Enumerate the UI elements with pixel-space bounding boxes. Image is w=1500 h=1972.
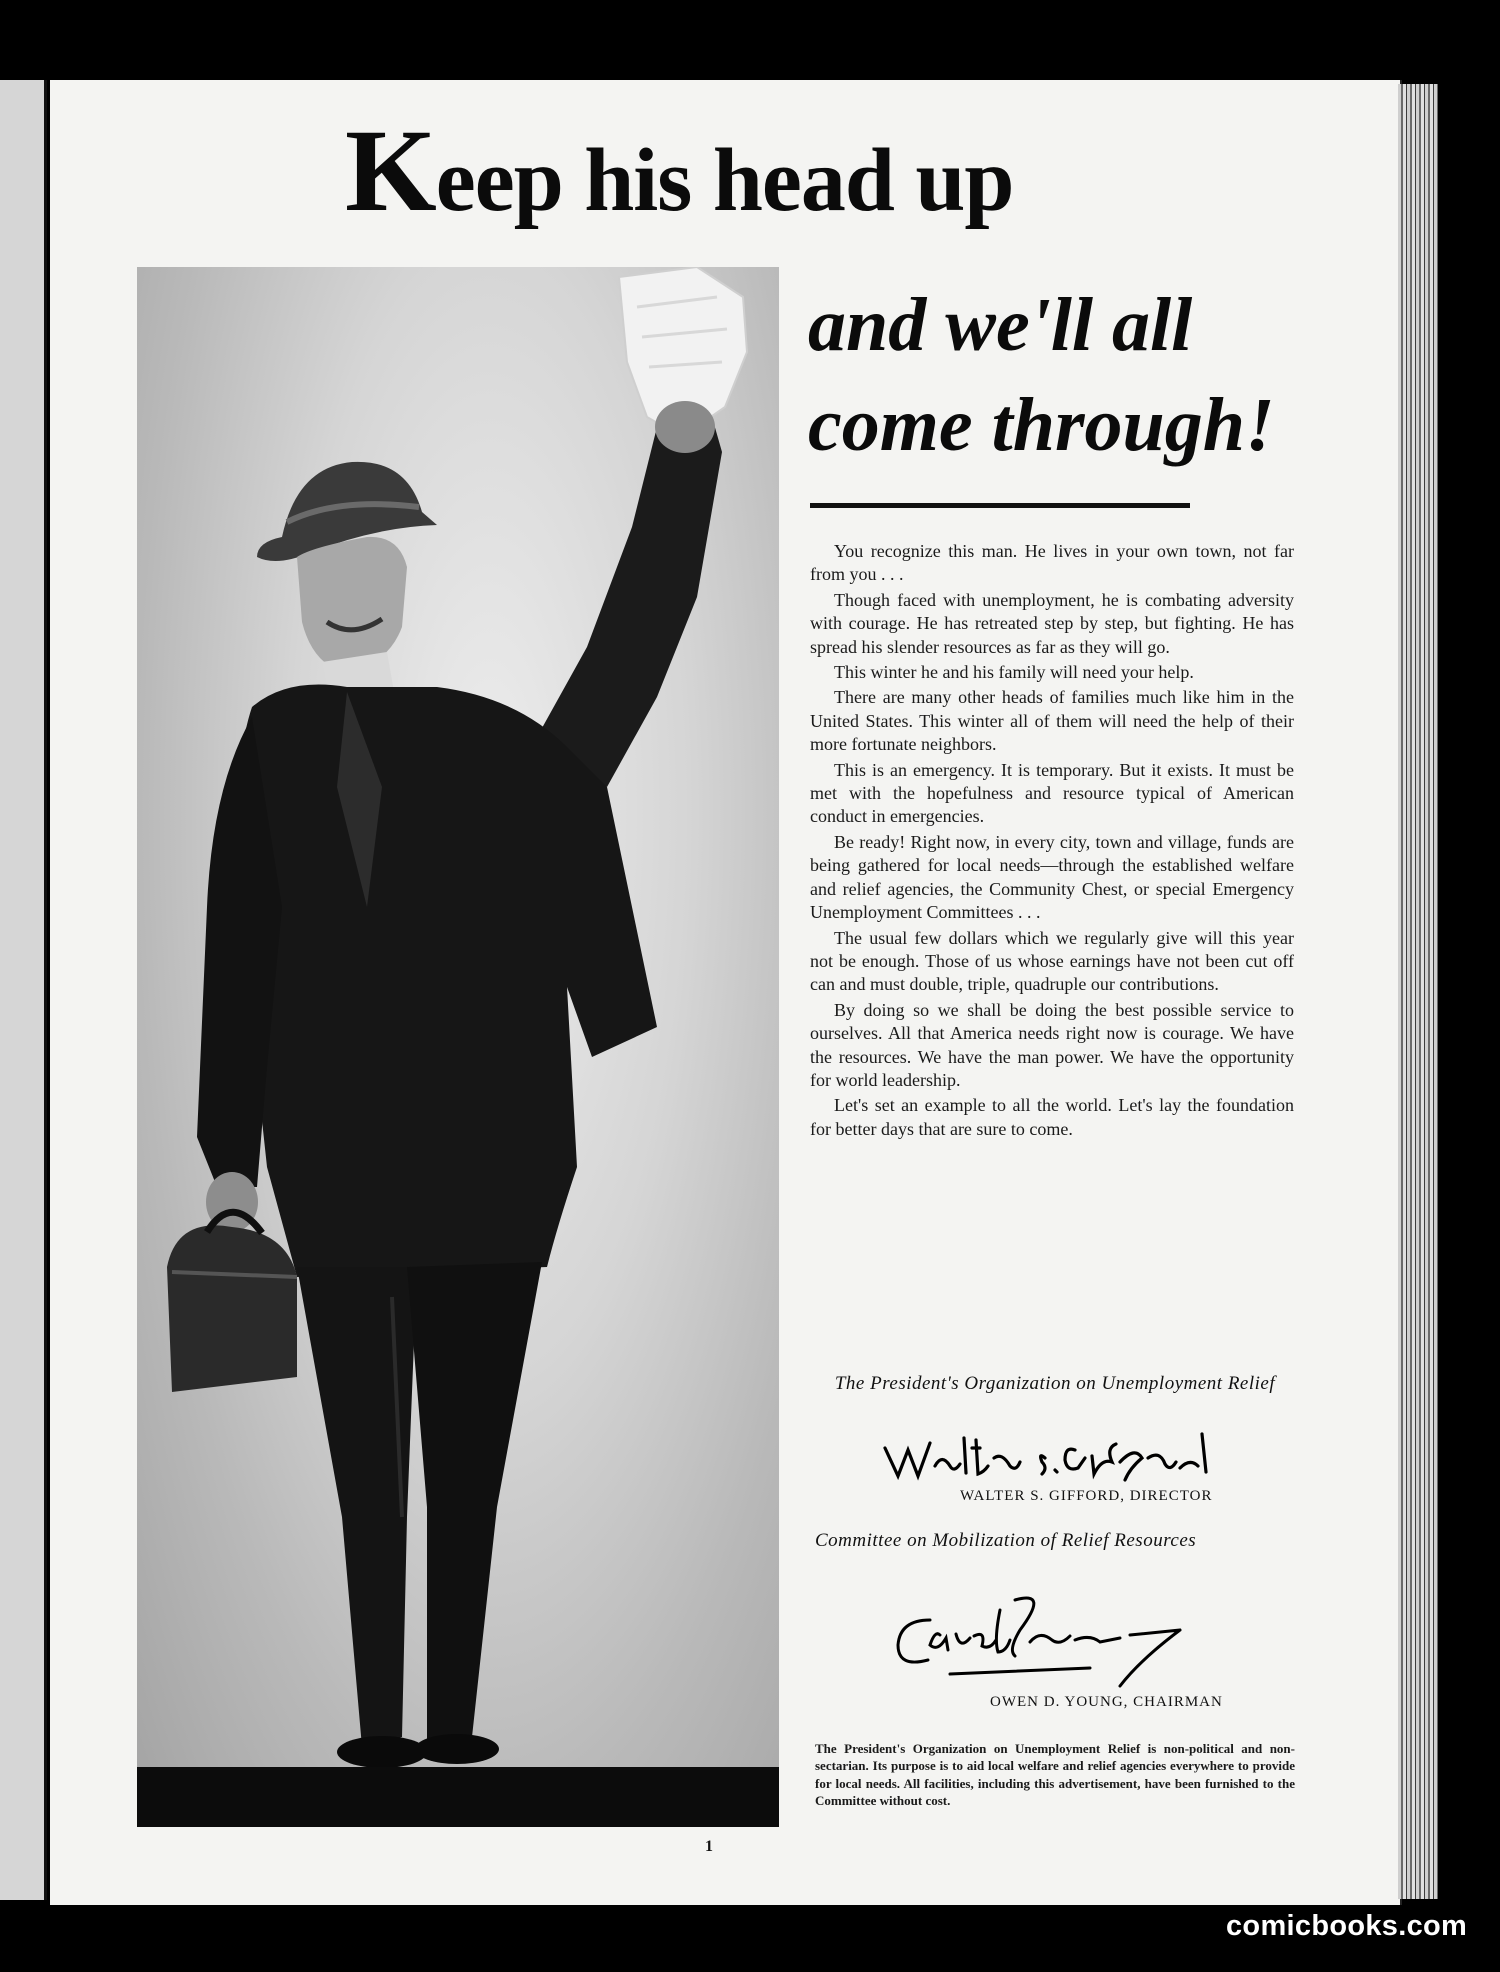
organization-name: The President's Organization on Unemployment Relief bbox=[834, 1373, 1276, 1394]
body-paragraph: This is an emergency. It is temporary. But it exists. It must be met with the hopefulness and resource typical of American conduct in emergencies. bbox=[810, 759, 1294, 827]
body-paragraph: Let's set an example to all the world. Let's lay the foundation for better days that are sure to come. bbox=[810, 1095, 1294, 1139]
body-paragraph: By doing so we shall be doing the best possible service to ourselves. All that America needs right now is courage. We have the resources. We have the man power. We have the opportunity for world leadership. bbox=[810, 999, 1294, 1090]
headline-initial: K bbox=[345, 105, 436, 236]
left-page-edge bbox=[0, 80, 47, 1900]
body-copy bbox=[810, 540, 1294, 1143]
subhead bbox=[808, 275, 1328, 475]
subhead-line2: come through! bbox=[808, 383, 1275, 467]
page-number: 1 bbox=[705, 1838, 713, 1855]
body-paragraph: You recognize this man. He lives in your own town, not far from you . . . bbox=[810, 541, 1294, 585]
watermark: comicbooks.com bbox=[1226, 1910, 1468, 1942]
body-paragraph: Be ready! Right now, in every city, town and village, funds are being gathered for local needs—through the established welfare and relief agencies, the Community Chest, or special Emergency Unemployment Committees . . . bbox=[810, 831, 1294, 923]
headline-rest: eep his head up bbox=[435, 131, 1014, 230]
divider-rule bbox=[810, 503, 1190, 508]
subhead-line1: and we'll all bbox=[808, 283, 1193, 367]
gifford-signature bbox=[880, 1428, 1220, 1488]
body-paragraph: The usual few dollars which we regularly give will this year not be enough. Those of us whose earnings have not been cut off can and must double, triple, quadruple our contributions. bbox=[810, 927, 1294, 995]
gifford-name-caption: WALTER S. GIFFORD, DIRECTOR bbox=[960, 1488, 1213, 1504]
headline bbox=[345, 105, 1014, 236]
page-stack-edges bbox=[1398, 84, 1438, 1899]
man-silhouette-illustration bbox=[137, 267, 779, 1827]
young-signature bbox=[890, 1590, 1230, 1690]
footnote: The President's Organization on Unemployment Relief is non-political and non-sectarian. Its purpose is to aid local welfare and relief agencies everywhere to provide for local needs. All facilities, including this advertisement, have been furnished to the Committee without cost. bbox=[815, 1741, 1295, 1809]
body-paragraph: There are many other heads of families much like him in the United States. This winter all of them will need the help of their more fortunate neighbors. bbox=[810, 687, 1294, 755]
committee-name: Committee on Mobilization of Relief Resources bbox=[815, 1530, 1197, 1551]
body-paragraph: Though faced with unemployment, he is combating adversity with courage. He has retreated step by step, but fighting. He has spread his slender resources as far as they will go. bbox=[810, 589, 1294, 657]
young-name-caption: OWEN D. YOUNG, CHAIRMAN bbox=[990, 1694, 1223, 1710]
body-paragraph: This winter he and his family will need your help. bbox=[834, 662, 1194, 683]
man-photograph bbox=[137, 267, 779, 1827]
